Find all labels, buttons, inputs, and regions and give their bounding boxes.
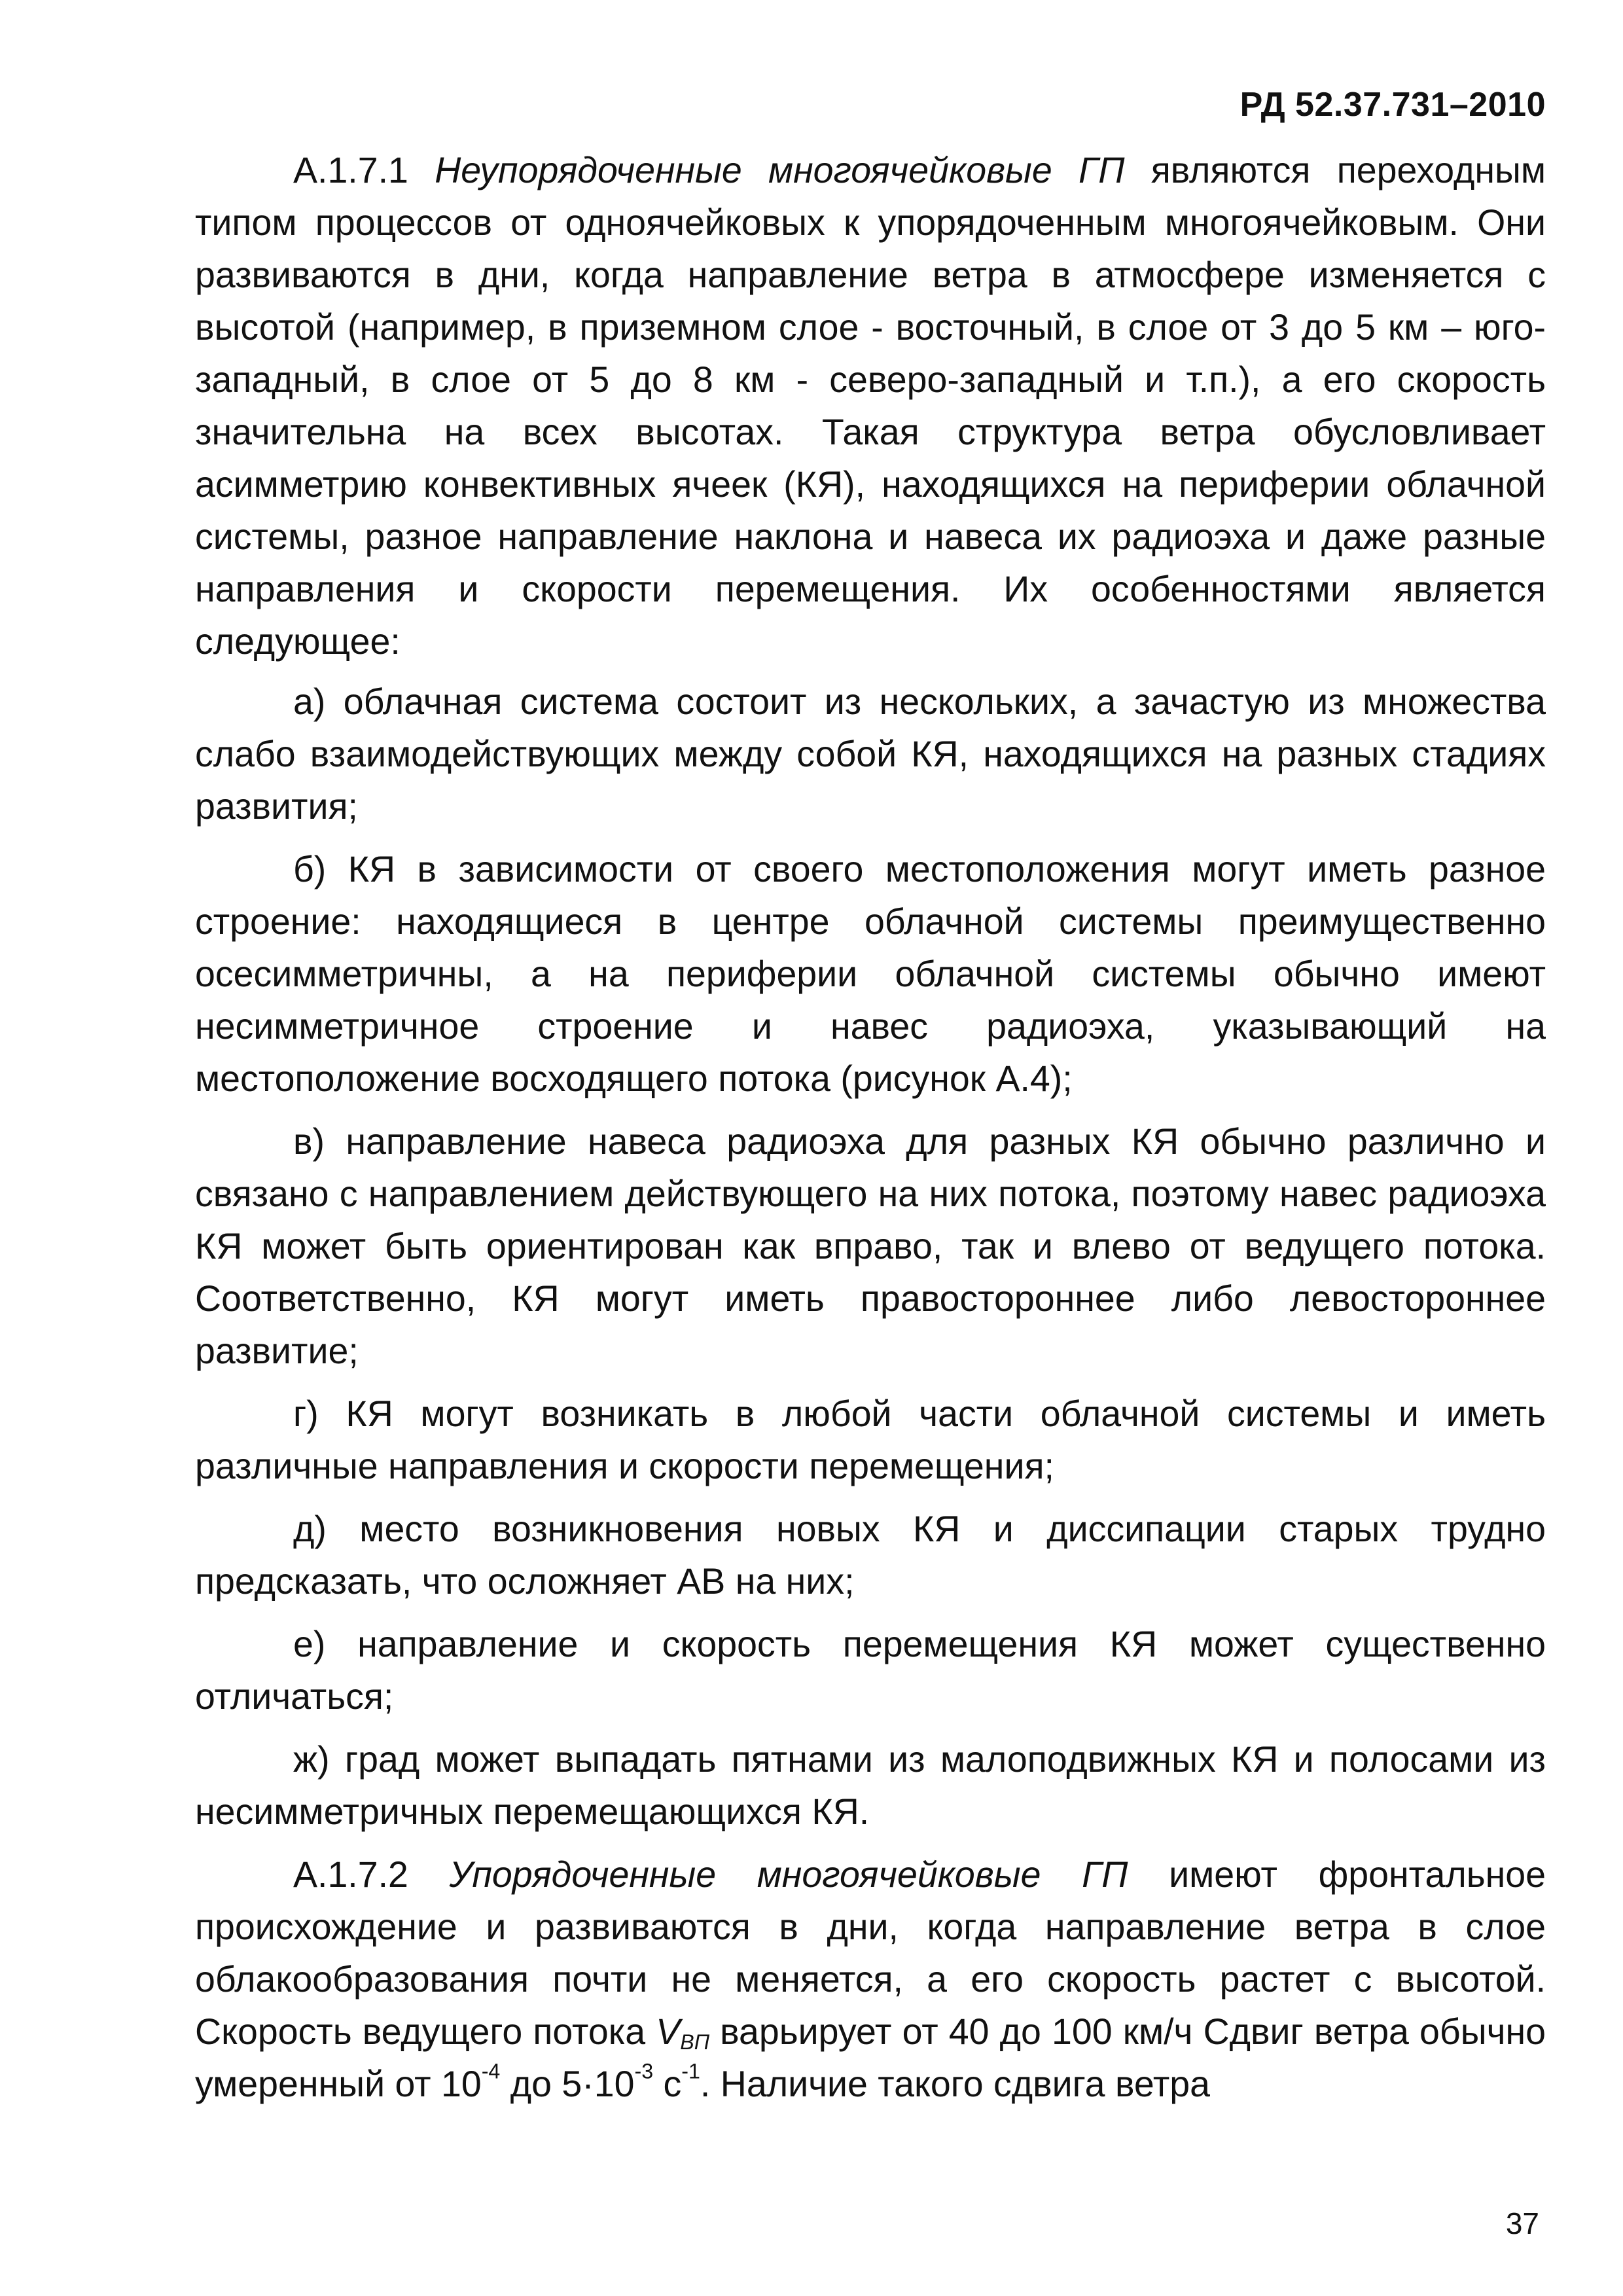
list-marker: д) (293, 1509, 327, 1549)
document-body (195, 144, 1546, 2118)
list-marker: б) (293, 849, 327, 889)
list-item-text: направление и скорость перемещения КЯ может существенно отличаться; (195, 1624, 1546, 1717)
page-number: 37 (1505, 2206, 1539, 2240)
clause-text: имеют фронтальное происхождение и развиваются в дни, когда направление ветра в слое облакообразования почти не меняется, а его скорость растет с высотой. Скорость ведущего потока (195, 1854, 1546, 2052)
list-item (195, 1733, 1546, 1838)
list-item (195, 1115, 1546, 1377)
document-code-header: РД 52.37.731–2010 (1240, 86, 1546, 124)
list-item (195, 1618, 1546, 1723)
list-item-text: направление навеса радиоэха для разных КЯ обычно различно и связано с направлением действующего на них потока, поэтому навес радиоэха КЯ может быть ориентирован как вправо, так и влево от ведущего потока. Соответственно, КЯ могут иметь правостороннее либо левостороннее развитие; (195, 1121, 1546, 1371)
clause-text: варьирует от 40 до 100 км/ч Сдвиг ветра обычно умеренный от 10 (195, 2011, 1546, 2104)
exponent: -4 (481, 2059, 501, 2083)
clause-text: являются переходным типом процессов от одноячейковых к упорядоченным многоячейковым. Они развиваются в дни, когда направление ветра в атмосфере изменяется с высотой (например, в приземном слое - восточный, в слое от 3 до 5 км – юго-западный, в слое от 5 до 8 км - северо-западный и т.п.), а его скорость значительна на всех высотах. Такая структура ветра обусловливает асимметрию конвективных ячеек (КЯ), находящихся на периферии облачной системы, разное направление наклона и навеса их радиоэха и даже разные направления и скорости перемещения. Их особенностями является следующее: (195, 150, 1546, 662)
exponent: -3 (634, 2059, 654, 2083)
list-marker: ж) (293, 1739, 330, 1780)
list-item-text: облачная система состоит из нескольких, а зачастую из множества слабо взаимодействующих между собой КЯ, находящихся на разных стадиях развития; (195, 681, 1546, 827)
list-marker: а) (293, 681, 326, 722)
velocity-subscript: ВП (680, 2030, 710, 2054)
list-item-text: КЯ в зависимости от своего местоположения могут иметь разное строение: находящиеся в центре облачной системы преимущественно осесимметричны, а на периферии облачной системы обычно имеют несимметричное строение и навес радиоэха, указывающий на местоположение восходящего потока (рисунок А.4); (195, 849, 1546, 1099)
list-marker: е) (293, 1624, 326, 1664)
list-item (195, 675, 1546, 833)
exponent: -1 (681, 2059, 700, 2083)
clause-text: . Наличие такого сдвига ветра (700, 2064, 1210, 2104)
list-item-text: град может выпадать пятнами из малоподвижных КЯ и полосами из несимметричных перемещающихся КЯ. (195, 1739, 1546, 1832)
clause-text: с (663, 2064, 682, 2104)
clause-number: А.1.7.2 (293, 1854, 408, 1895)
list-marker: г) (293, 1393, 319, 1434)
list-item (195, 1388, 1546, 1492)
paragraph-a172 (195, 1848, 1546, 2110)
clause-text: до 5·10 (510, 2064, 635, 2104)
list-item (195, 843, 1546, 1105)
list-marker: в) (293, 1121, 325, 1162)
clause-term: Неупорядоченные многоячейковые ГП (435, 150, 1125, 190)
paragraph-a171 (195, 144, 1546, 668)
list-item (195, 1503, 1546, 1607)
velocity-symbol: V (656, 2011, 681, 2052)
list-item-text: место возникновения новых КЯ и диссипации старых трудно предсказать, что осложняет АВ на них; (195, 1509, 1546, 1602)
clause-number: А.1.7.1 (293, 150, 408, 190)
clause-term: Упорядоченные многоячейковые ГП (449, 1854, 1128, 1895)
list-item-text: КЯ могут возникать в любой части облачной системы и иметь различные направления и скорости перемещения; (195, 1393, 1546, 1486)
